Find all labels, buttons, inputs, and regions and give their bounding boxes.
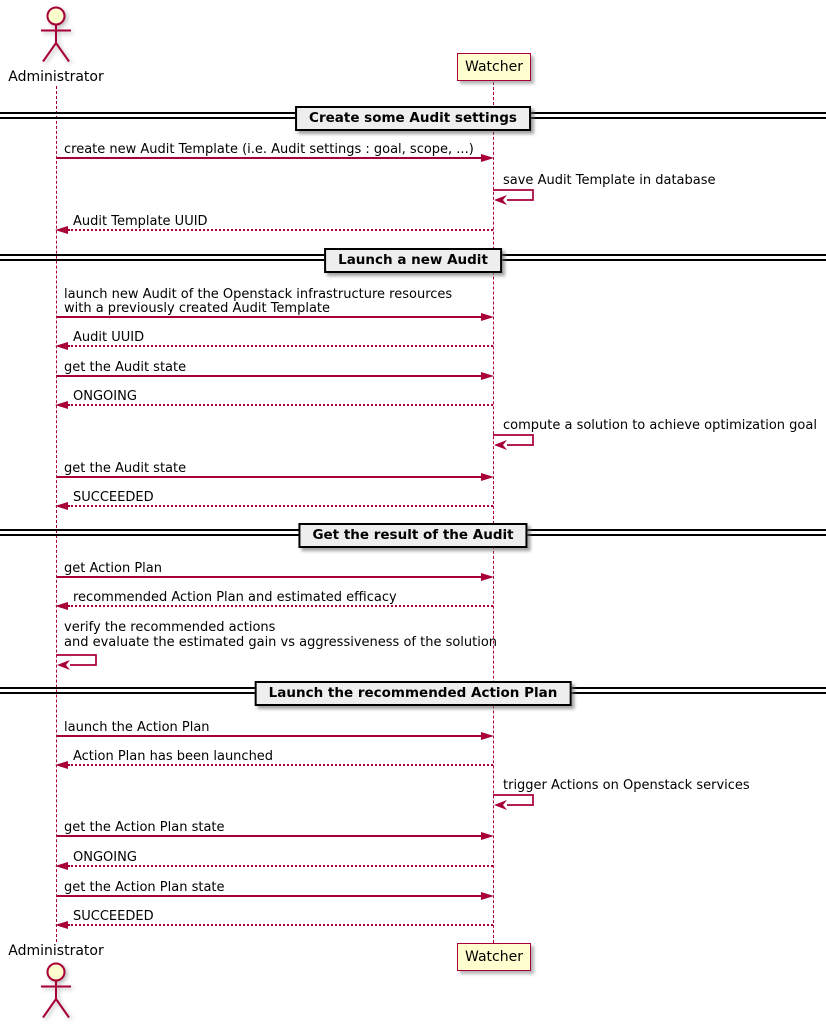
arrow-head bbox=[55, 761, 68, 769]
message-text: SUCCEEDED bbox=[73, 490, 154, 505]
administrator-label-bottom: Administrator bbox=[8, 943, 104, 959]
message-line bbox=[56, 157, 482, 159]
message-text: ONGOING bbox=[73, 389, 137, 404]
arrow-head bbox=[481, 154, 494, 162]
message-line bbox=[68, 505, 493, 507]
message-text: Audit Template UUID bbox=[73, 214, 208, 229]
message-line bbox=[68, 404, 493, 406]
self-message-loop bbox=[55, 653, 101, 670]
administrator-lifeline bbox=[56, 86, 57, 942]
watcher-participant-bottom bbox=[457, 943, 531, 971]
message-text: Action Plan has been launched bbox=[73, 749, 274, 764]
arrow-head bbox=[55, 921, 68, 929]
message-text: trigger Actions on Openstack services bbox=[503, 778, 750, 793]
message-line bbox=[68, 764, 493, 766]
arrow-head bbox=[55, 226, 68, 234]
arrow-head bbox=[55, 342, 68, 350]
message-text: launch new Audit of the Openstack infrastructure resources bbox=[64, 287, 453, 302]
arrow-head bbox=[481, 372, 494, 380]
message-text: with a previously created Audit Template bbox=[64, 301, 331, 316]
watcher-participant-top bbox=[457, 53, 531, 81]
message-text: Audit UUID bbox=[73, 330, 145, 345]
arrow-head bbox=[481, 313, 494, 321]
message-text: and evaluate the estimated gain vs aggressiveness of the solution bbox=[64, 635, 498, 650]
message-line bbox=[56, 576, 482, 578]
arrow-head bbox=[55, 602, 68, 610]
message-text: get the Action Plan state bbox=[64, 880, 225, 895]
administrator-actor-icon bbox=[34, 4, 78, 64]
message-text: compute a solution to achieve optimization goal bbox=[503, 418, 817, 433]
message-text: create new Audit Template (i.e. Audit settings : goal, scope, ...) bbox=[64, 142, 474, 157]
message-line bbox=[68, 865, 493, 867]
divider-launch-action-plan: Launch the recommended Action Plan bbox=[255, 681, 572, 706]
divider-launch-new-audit: Launch a new Audit bbox=[324, 248, 502, 273]
message-line bbox=[56, 476, 482, 478]
message-line bbox=[56, 735, 482, 737]
watcher-label: Watcher bbox=[465, 949, 523, 965]
message-text: get the Action Plan state bbox=[64, 820, 225, 835]
self-message-loop bbox=[492, 433, 538, 450]
divider-get-audit-result: Get the result of the Audit bbox=[298, 523, 527, 548]
message-line bbox=[56, 835, 482, 837]
divider-create-audit-settings: Create some Audit settings bbox=[295, 106, 531, 131]
watcher-lifeline bbox=[493, 82, 494, 943]
message-line bbox=[56, 316, 482, 318]
message-line bbox=[68, 229, 493, 231]
message-line bbox=[68, 924, 493, 926]
message-line bbox=[68, 605, 493, 607]
message-line bbox=[68, 345, 493, 347]
watcher-label: Watcher bbox=[465, 59, 523, 75]
arrow-head bbox=[481, 892, 494, 900]
message-text: verify the recommended actions bbox=[64, 620, 276, 635]
arrow-head bbox=[481, 473, 494, 481]
message-line bbox=[56, 895, 482, 897]
message-text: SUCCEEDED bbox=[73, 909, 154, 924]
administrator-actor-icon bbox=[34, 960, 78, 1020]
message-text: get the Audit state bbox=[64, 360, 187, 375]
administrator-label-top: Administrator bbox=[8, 69, 104, 85]
arrow-head bbox=[55, 401, 68, 409]
self-message-loop bbox=[492, 188, 538, 205]
message-text: get the Audit state bbox=[64, 461, 187, 476]
message-text: get Action Plan bbox=[64, 561, 162, 576]
self-message-loop bbox=[492, 793, 538, 810]
message-line bbox=[56, 375, 482, 377]
arrow-head bbox=[481, 832, 494, 840]
arrow-head bbox=[481, 732, 494, 740]
message-text: ONGOING bbox=[73, 850, 137, 865]
arrow-head bbox=[55, 862, 68, 870]
message-text: save Audit Template in database bbox=[503, 173, 716, 188]
arrow-head bbox=[55, 502, 68, 510]
message-text: recommended Action Plan and estimated efficacy bbox=[73, 590, 397, 605]
message-text: launch the Action Plan bbox=[64, 720, 210, 735]
arrow-head bbox=[481, 573, 494, 581]
